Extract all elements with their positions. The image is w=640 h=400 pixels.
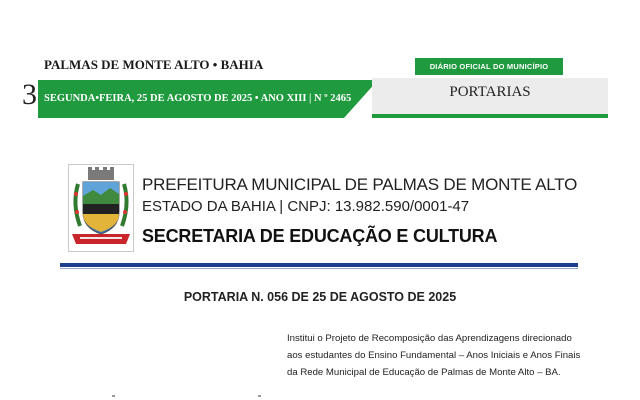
section-title: PORTARIAS [449,84,531,100]
gazette-tag: DIÁRIO OFICIAL DO MUNICÍPIO [415,58,563,75]
ementa-line: da Rede Municipal de Educação de Palmas de Monte Alto – BA. [287,367,561,378]
coat-of-arms-icon [68,164,134,252]
edition-date-line: SEGUNDA•FEIRA, 25 DE AGOSTO DE 2025 • ANO XIII | N º 2465 [44,93,352,104]
department-title: SECRETARIA DE EDUCAÇÃO E CULTURA [142,226,498,246]
letterhead-rule-thin [60,268,578,269]
ementa-line: Institui o Projeto de Recomposição das Aprendizagens direcionado [287,333,572,344]
letterhead-rule [60,263,578,267]
ementa-line: aos estudantes do Ensino Fundamental – Anos Iniciais e Anos Finais [287,350,581,361]
city-name: PALMAS DE MONTE ALTO • BAHIA [44,57,264,72]
portaria-title: PORTARIA N. 056 DE 25 DE AGOSTO DE 2025 [183,290,457,304]
text-fragment-dots [112,395,312,397]
ementa [287,330,617,381]
page-number: 3 [22,78,37,111]
state-cnpj-line: ESTADO DA BAHIA | CNPJ: 13.982.590/0001-47 [142,198,470,215]
prefeitura-title: PREFEITURA MUNICIPAL DE PALMAS DE MONTE ALTO [142,175,578,194]
